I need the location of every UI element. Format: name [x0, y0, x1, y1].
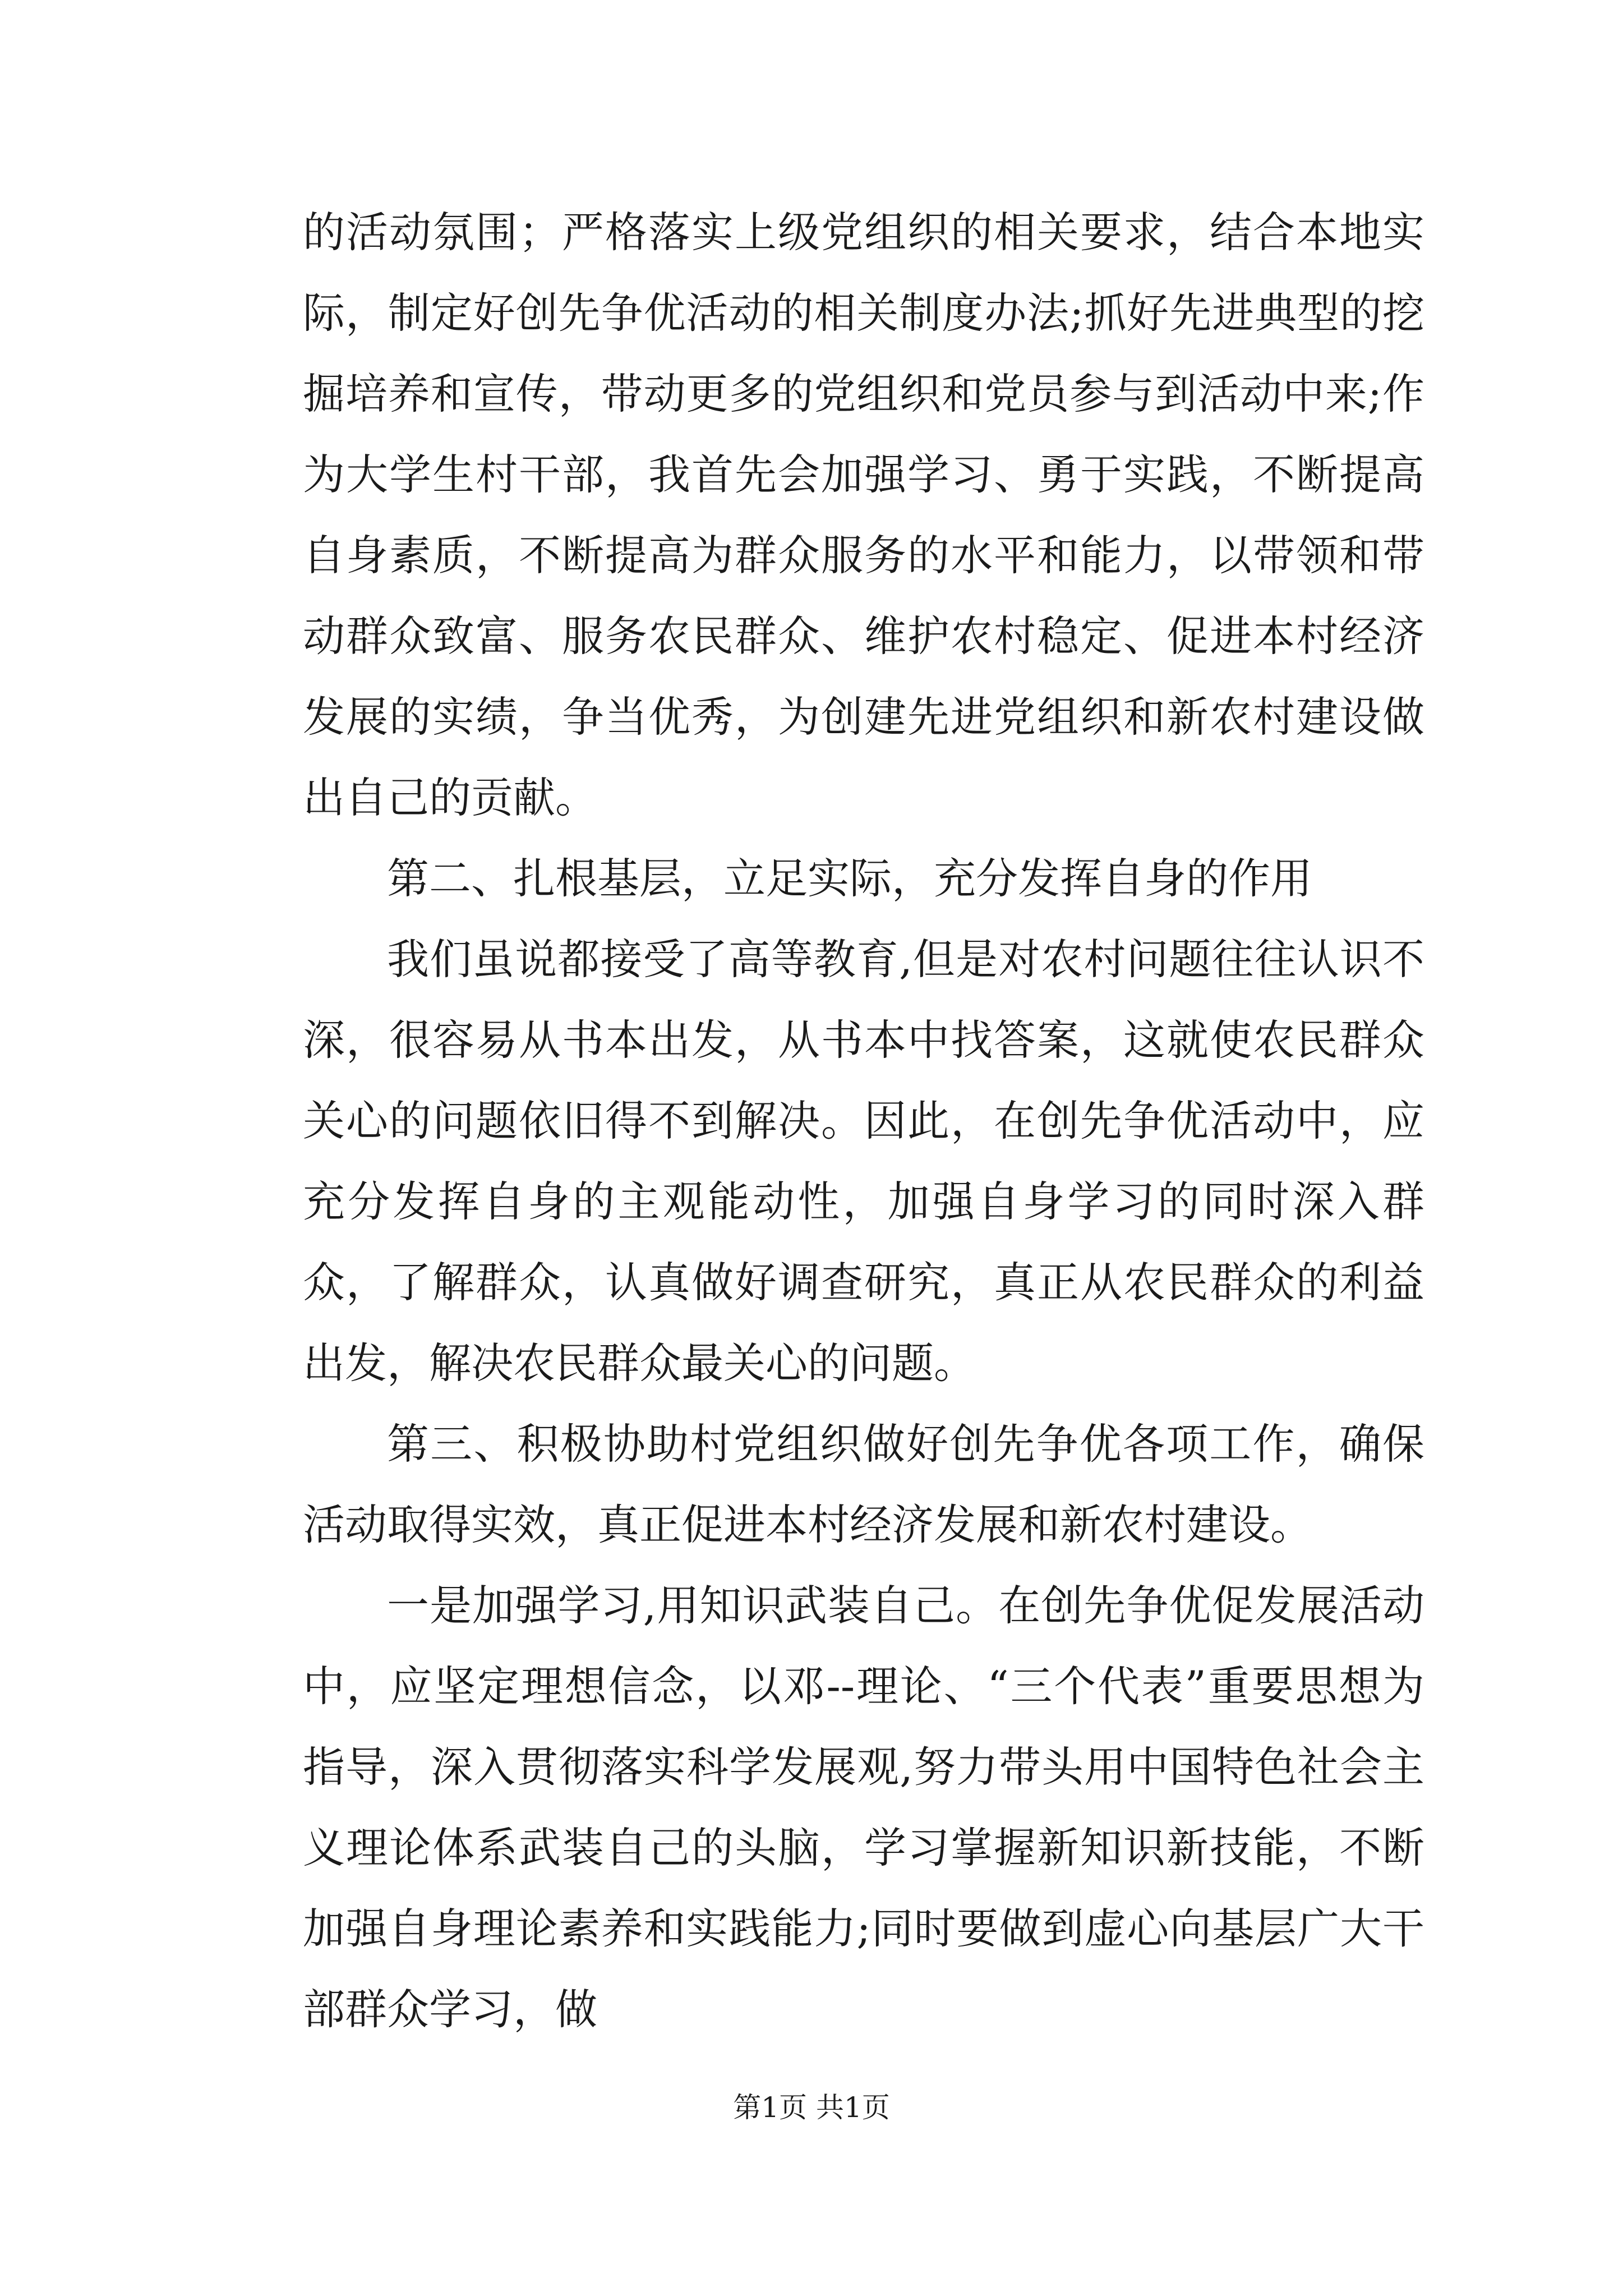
paragraph-4: 第三、积极协助村党组织做好创先争优各项工作，确保活动取得实效，真正促进本村经济发展和新农村建设。	[303, 1419, 1424, 1549]
page-footer: 第1页 共1页	[733, 2091, 890, 2124]
document-body	[303, 192, 1424, 2050]
paragraph-2: 第二、扎根基层，立足实际，充分发挥自身的作用	[387, 854, 1313, 903]
paragraph-1: 的活动氛围；严格落实上级党组织的相关要求，结合本地实际，制定好创先争优活动的相关制度办法;抓好先进典型的挖掘培养和宣传，带动更多的党组织和党员参与到活动中来;作为大学生村干部，我首先会加强学习、勇于实践，不断提高自身素质，不断提高为群众服务的水平和能力，以带领和带动群众致富、服务农民群众、维护农村稳定、促进本村经济发展的实绩，争当优秀，为创建先进党组织和新农村建设做出自己的贡献。	[303, 208, 1424, 822]
paragraph-3: 我们虽说都接受了高等教育,但是对农村问题往往认识不深，很容易从书本出发，从书本中找答案，这就使农民群众关心的问题依旧得不到解决。因此，在创先争优活动中，应充分发挥自身的主观能动性，加强自身学习的同时深入群众，了解群众，认真做好调查研究，真正从农民群众的利益出发，解决农民群众最关心的问题。	[303, 935, 1424, 1388]
paragraph-5: 一是加强学习,用知识武装自己。在创先争优促发展活动中，应坚定理想信念，以邓--理论、“三个代表”重要思想为指导，深入贯彻落实科学发展观,努力带头用中国特色社会主义理论体系武装自己的头脑，学习掌握新知识新技能，不断加强自身理论素养和实践能力;同时要做到虚心向基层广大干部群众学习，做	[303, 1581, 1424, 2034]
